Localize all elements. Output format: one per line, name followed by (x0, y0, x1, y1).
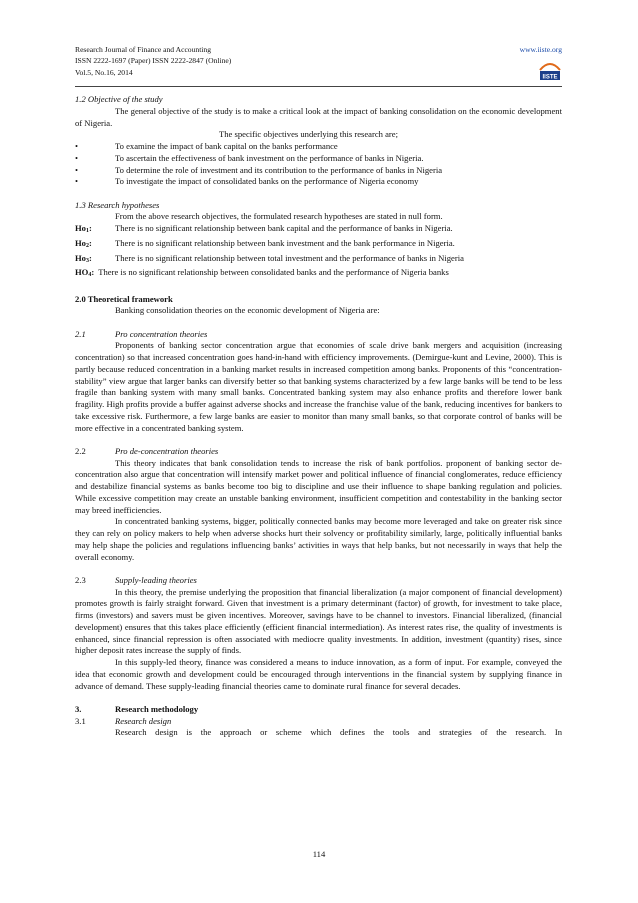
header-divider (75, 86, 562, 87)
hypothesis-item: $HO_4$: There is no significant relationship between consolidated banks and the performance of Nigeria banks (75, 267, 449, 279)
bullet-icon: • (75, 164, 79, 175)
paragraph: The specific objectives underlying this research are; (219, 129, 398, 140)
section-3-1-heading: 3.1 Research design (75, 715, 172, 726)
list-item: • To investigate the impact of consolidated banks on the performance of Nigeria economy (75, 176, 419, 187)
svg-text:IISTE: IISTE (542, 74, 558, 81)
list-item: • To examine the impact of bank capital on the banks performance (75, 141, 338, 151)
volume-line: Vol.5, No.16, 2014 (75, 67, 133, 77)
section-1-2-heading: 1.2 Objective of the study (75, 94, 163, 104)
list-item: • To determine the role of investment and its contribution to the performance of banks in Nigeria (75, 164, 443, 175)
section-2-1-heading: 2.1 Pro concentration theories (75, 328, 208, 339)
hypothesis-item: $Ho_2$: There is no significant relationship between bank investment and the bank performance in Nigeria. (75, 237, 455, 249)
list-item: • To ascertain the effectiveness of bank investment on the performance of banks in Nigeria. (75, 152, 424, 163)
paragraph: In concentrated banking systems, bigger, politically connected banks may become more leveraged and take on greater risk since they can rely on policy makers to help when adverse shocks hurt their solvency or profitability similarly, large, politically influential banks may help shape the policies and regulations influencing banks’ activities in ways that help banks, but not necessarily in ways that help the overall economy. (75, 516, 562, 562)
paragraph: The general objective of the study is to make a critical look at the impact of banking consolidation on the economic development of Nigeria. (75, 105, 562, 128)
section-2-3-heading: 2.3 Supply-leading theories (75, 574, 197, 585)
paragraph: In this supply-led theory, finance was considered a means to induce innovation, as a form of input. For example, conveyed the idea that economic growth and development could be encouraged through interventions in the financial system by supplying finance in advance of demand. These supply-leading financial theories came to dominate rural finance for several decades. (75, 657, 562, 691)
section-2-0-heading: 2.0 Theoretical framework (75, 293, 173, 304)
paragraph: From the above research objectives, the formulated research hypotheses are stated in null form. (115, 211, 443, 222)
paragraph: This theory indicates that bank consolidation tends to increase the risk of bank portfolios. proponent of banking sector de-concentration also argue that concentration will intensify market power and political influence of financial conglomerates, reduce efficiency and destabilize financial systems as banks become too big to discipline and use their influence to shape banking regulation and policies. While excessive competition may create an unstable banking environment, insufficient competition and contestability in the banking sector may breed inefficiencies. (75, 457, 562, 515)
page-number: 114 (312, 849, 326, 859)
paragraph: Research design is the approach or scheme which defines the tools and strategies of the research. In (115, 727, 562, 738)
hypothesis-item: $Ho_1$: There is no significant relationship between bank capital and the performance of banks in Nigeria. (75, 223, 453, 234)
issn-line: ISSN 2222-1697 (Paper) ISSN 2222-2847 (Online) (75, 56, 232, 66)
iiste-logo-icon (538, 58, 562, 82)
page-body (75, 94, 562, 739)
journal-url-link[interactable]: www.iiste.org (519, 45, 562, 54)
paragraph: Banking consolidation theories on the economic development of Nigeria are: (115, 305, 380, 316)
section-1-3-heading: 1.3 Research hypotheses (75, 199, 160, 210)
section-3-heading: 3. Research methodology (75, 703, 199, 714)
paragraph: Proponents of banking sector concentration argue that economies of scale drive bank mergers and acquisition (increasing concentration) so that increased concentration goes hand-in-hand with efficiency improvements. (Demirgue-kunt and Levine, 2000). This is partly because reduced concentration in a banking market results in increased competition among banks. Proponents of this “concentration-stability” view argue that larger banks can diversify better so that banking systems characterized by a few large banks will be tend to be less fragile than banking system with many small banks. Concentrated banking system may also enhance profits and therefore lower bank fragility. High profits provide a buffer against adverse shocks and increase the franchise value of the bank, reducing incentives for bankers to take excessive risk. Furthermore, a few large banks are easier to monitor than many small banks, so that corporate control of banks will be more effective in a concentrated banking system. (75, 340, 562, 433)
hypothesis-item: $Ho_3$: There is no significant relationship between total investment and the performance of banks in Nigeria (75, 252, 464, 264)
page-header (75, 44, 562, 81)
section-2-2-heading: 2.2 Pro de-concentration theories (75, 445, 219, 456)
journal-name: Research Journal of Finance and Accounting (75, 45, 212, 54)
bullet-icon: • (75, 152, 79, 163)
bullet-icon: • (75, 141, 79, 151)
bullet-icon: • (75, 176, 79, 187)
paragraph: In this theory, the premise underlying the proposition that financial liberalization (a major component of financial development) promotes growth is fairly straight forward. Given that investment is a primary determinant (factor) of growth, for investment to take place, firms (investors) and savers must be given incentives. Moreover, savings have to be channel to investors. Financial liberalized, (financial development) ensures that this takes place efficiently (efficient financial intermediation). As interest rates rise, the quality of investments is enhanced, since financial repression is often associated with mediocre quality investments. In addition, investment (quantity) rises, since higher deposit rates increase the supply of finds. (75, 586, 562, 656)
